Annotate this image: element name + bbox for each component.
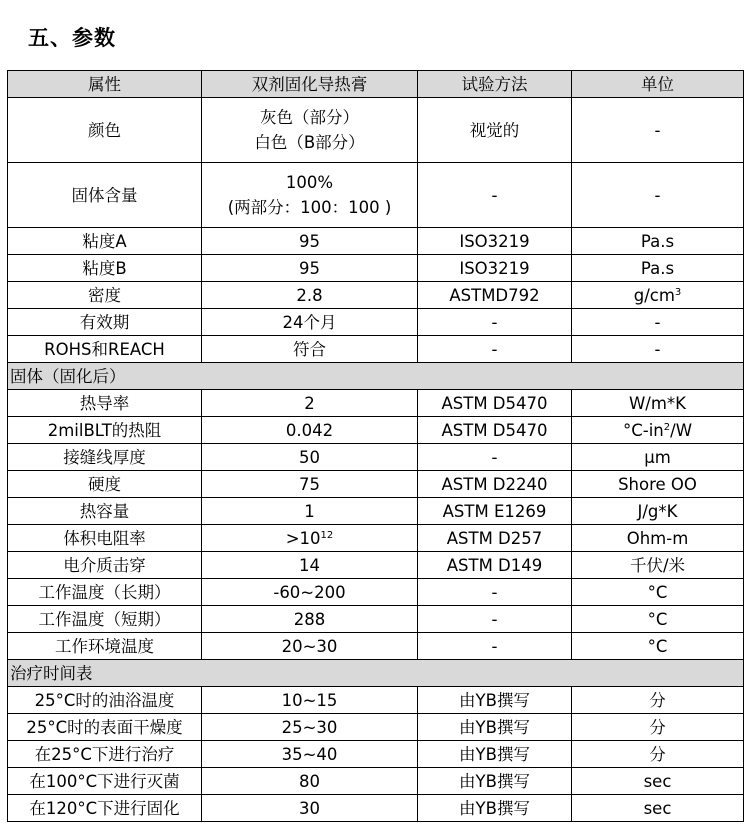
table-row [8, 336, 744, 363]
table-row [8, 417, 744, 444]
table-row [8, 768, 744, 795]
table-header-row [8, 71, 744, 98]
unit-cell: - [572, 163, 744, 228]
value-cell: 10~15 [202, 687, 418, 714]
value-cell [202, 525, 418, 552]
value-cell: 75 [202, 471, 418, 498]
value-cell: 80 [202, 768, 418, 795]
value-cell [202, 163, 418, 228]
section-row-solid [8, 363, 744, 390]
table-row [8, 282, 744, 309]
property-cell: 粘度B [8, 255, 202, 282]
value-cell: 24个月 [202, 309, 418, 336]
method-cell: - [418, 444, 572, 471]
method-cell: - [418, 163, 572, 228]
value-line-1: 灰色（部分） [260, 108, 359, 127]
value-cell: 95 [202, 255, 418, 282]
method-cell: 由YB撰写 [418, 714, 572, 741]
value-cell: 20~30 [202, 633, 418, 660]
method-cell: 由YB撰写 [418, 687, 572, 714]
unit-cell [572, 417, 744, 444]
method-cell: 由YB撰写 [418, 795, 572, 822]
unit-cell: sec [572, 795, 744, 822]
property-cell: 体积电阻率 [8, 525, 202, 552]
property-cell: 热容量 [8, 498, 202, 525]
value-line-1: 100% [285, 173, 334, 192]
method-cell: - [418, 606, 572, 633]
table-row [8, 498, 744, 525]
method-cell: - [418, 633, 572, 660]
method-cell: ISO3219 [418, 255, 572, 282]
method-cell: 由YB撰写 [418, 768, 572, 795]
value-cell: 50 [202, 444, 418, 471]
section-title-cure: 治疗时间表 [8, 660, 744, 687]
method-cell: ASTM D2240 [418, 471, 572, 498]
unit-cell: μm [572, 444, 744, 471]
table-row [8, 606, 744, 633]
unit-base: g/cm [633, 285, 675, 305]
property-cell: 在25°C下进行治疗 [8, 741, 202, 768]
table-row [8, 687, 744, 714]
property-cell: 工作温度（短期） [8, 606, 202, 633]
unit-cell: 分 [572, 741, 744, 768]
method-cell: ASTMD792 [418, 282, 572, 309]
property-cell: 有效期 [8, 309, 202, 336]
value-cell: 25~30 [202, 714, 418, 741]
table-row [8, 795, 744, 822]
method-cell: ASTM D5470 [418, 390, 572, 417]
value-cell: 1 [202, 498, 418, 525]
property-cell: 工作温度（长期） [8, 579, 202, 606]
unit-cell: J/g*K [572, 498, 744, 525]
unit-superscript: 2 [663, 421, 671, 433]
unit-tail: /W [670, 420, 693, 440]
value-cell: 95 [202, 228, 418, 255]
value-line-2: 白色（B部分） [254, 133, 365, 152]
header-property: 属性 [8, 71, 202, 98]
property-cell: 工作环境温度 [8, 633, 202, 660]
parameter-table [7, 70, 744, 822]
method-cell: ASTM D149 [418, 552, 572, 579]
table-row [8, 741, 744, 768]
method-cell: ISO3219 [418, 228, 572, 255]
unit-base: °C-in [622, 420, 664, 440]
unit-cell: °C [572, 606, 744, 633]
unit-cell: - [572, 309, 744, 336]
property-cell: 2milBLT的热阻 [8, 417, 202, 444]
unit-cell: Ohm-m [572, 525, 744, 552]
table-row [8, 255, 744, 282]
value-cell: 14 [202, 552, 418, 579]
value-cell: 2 [202, 390, 418, 417]
header-product: 双剂固化导热膏 [202, 71, 418, 98]
method-cell: - [418, 336, 572, 363]
unit-cell: - [572, 336, 744, 363]
property-cell: 硬度 [8, 471, 202, 498]
unit-cell [572, 282, 744, 309]
table-row [8, 471, 744, 498]
unit-cell: 分 [572, 687, 744, 714]
unit-cell: sec [572, 768, 744, 795]
table-row [8, 552, 744, 579]
unit-superscript: 3 [674, 286, 682, 298]
value-cell: 2.8 [202, 282, 418, 309]
property-cell: 固体含量 [8, 163, 202, 228]
table-row [8, 98, 744, 163]
unit-cell: Shore OO [572, 471, 744, 498]
value-cell: 288 [202, 606, 418, 633]
value-cell: 35~40 [202, 741, 418, 768]
value-cell: 符合 [202, 336, 418, 363]
property-cell: 颜色 [8, 98, 202, 163]
unit-cell: 分 [572, 714, 744, 741]
property-cell: 电介质击穿 [8, 552, 202, 579]
property-cell: 25°C时的油浴温度 [8, 687, 202, 714]
unit-cell: - [572, 98, 744, 163]
property-cell: 粘度A [8, 228, 202, 255]
method-cell: - [418, 579, 572, 606]
property-cell: 在100°C下进行灭菌 [8, 768, 202, 795]
method-cell: - [418, 309, 572, 336]
property-cell: 25°C时的表面干燥度 [8, 714, 202, 741]
unit-cell: Pa.s [572, 255, 744, 282]
value-cell: 0.042 [202, 417, 418, 444]
method-cell: ASTM D257 [418, 525, 572, 552]
value-superscript: 12 [320, 529, 334, 541]
table-row [8, 444, 744, 471]
property-cell: 接缝线厚度 [8, 444, 202, 471]
unit-cell: 千伏/米 [572, 552, 744, 579]
value-line-2: (两部分：100：100 ) [227, 198, 392, 217]
value-base: >10 [285, 528, 321, 548]
section-row-cure [8, 660, 744, 687]
table-row [8, 633, 744, 660]
property-cell: 密度 [8, 282, 202, 309]
header-test-method: 试验方法 [418, 71, 572, 98]
unit-cell: Pa.s [572, 228, 744, 255]
table-row [8, 525, 744, 552]
property-cell: 热导率 [8, 390, 202, 417]
page-title: 五、参数 [28, 26, 116, 50]
table-row [8, 714, 744, 741]
method-cell: ASTM D5470 [418, 417, 572, 444]
table-row [8, 309, 744, 336]
method-cell: ASTM E1269 [418, 498, 572, 525]
property-cell: 在120°C下进行固化 [8, 795, 202, 822]
value-cell: -60~200 [202, 579, 418, 606]
value-cell [202, 98, 418, 163]
section-title-solid: 固体（固化后） [8, 363, 744, 390]
header-unit: 单位 [572, 71, 744, 98]
table-row [8, 579, 744, 606]
value-cell: 30 [202, 795, 418, 822]
table-row [8, 390, 744, 417]
unit-cell: W/m*K [572, 390, 744, 417]
property-cell: ROHS和REACH [8, 336, 202, 363]
unit-cell: °C [572, 579, 744, 606]
unit-cell: °C [572, 633, 744, 660]
method-cell: 视觉的 [418, 98, 572, 163]
table-row [8, 163, 744, 228]
method-cell: 由YB撰写 [418, 741, 572, 768]
table-row [8, 228, 744, 255]
